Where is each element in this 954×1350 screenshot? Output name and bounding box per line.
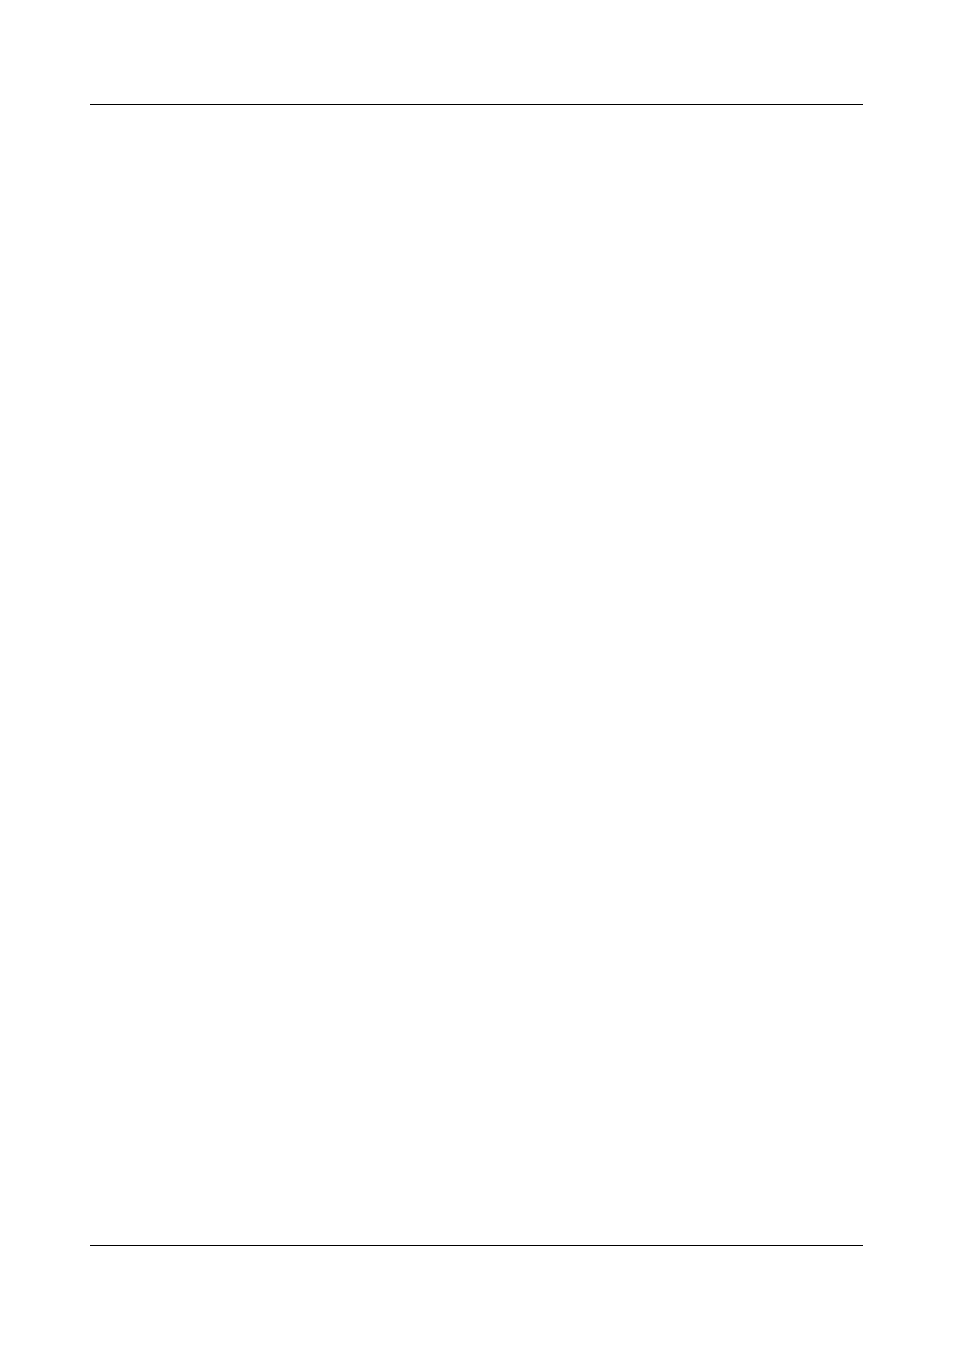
footer-rule bbox=[90, 1245, 863, 1246]
header-rule bbox=[90, 104, 863, 105]
